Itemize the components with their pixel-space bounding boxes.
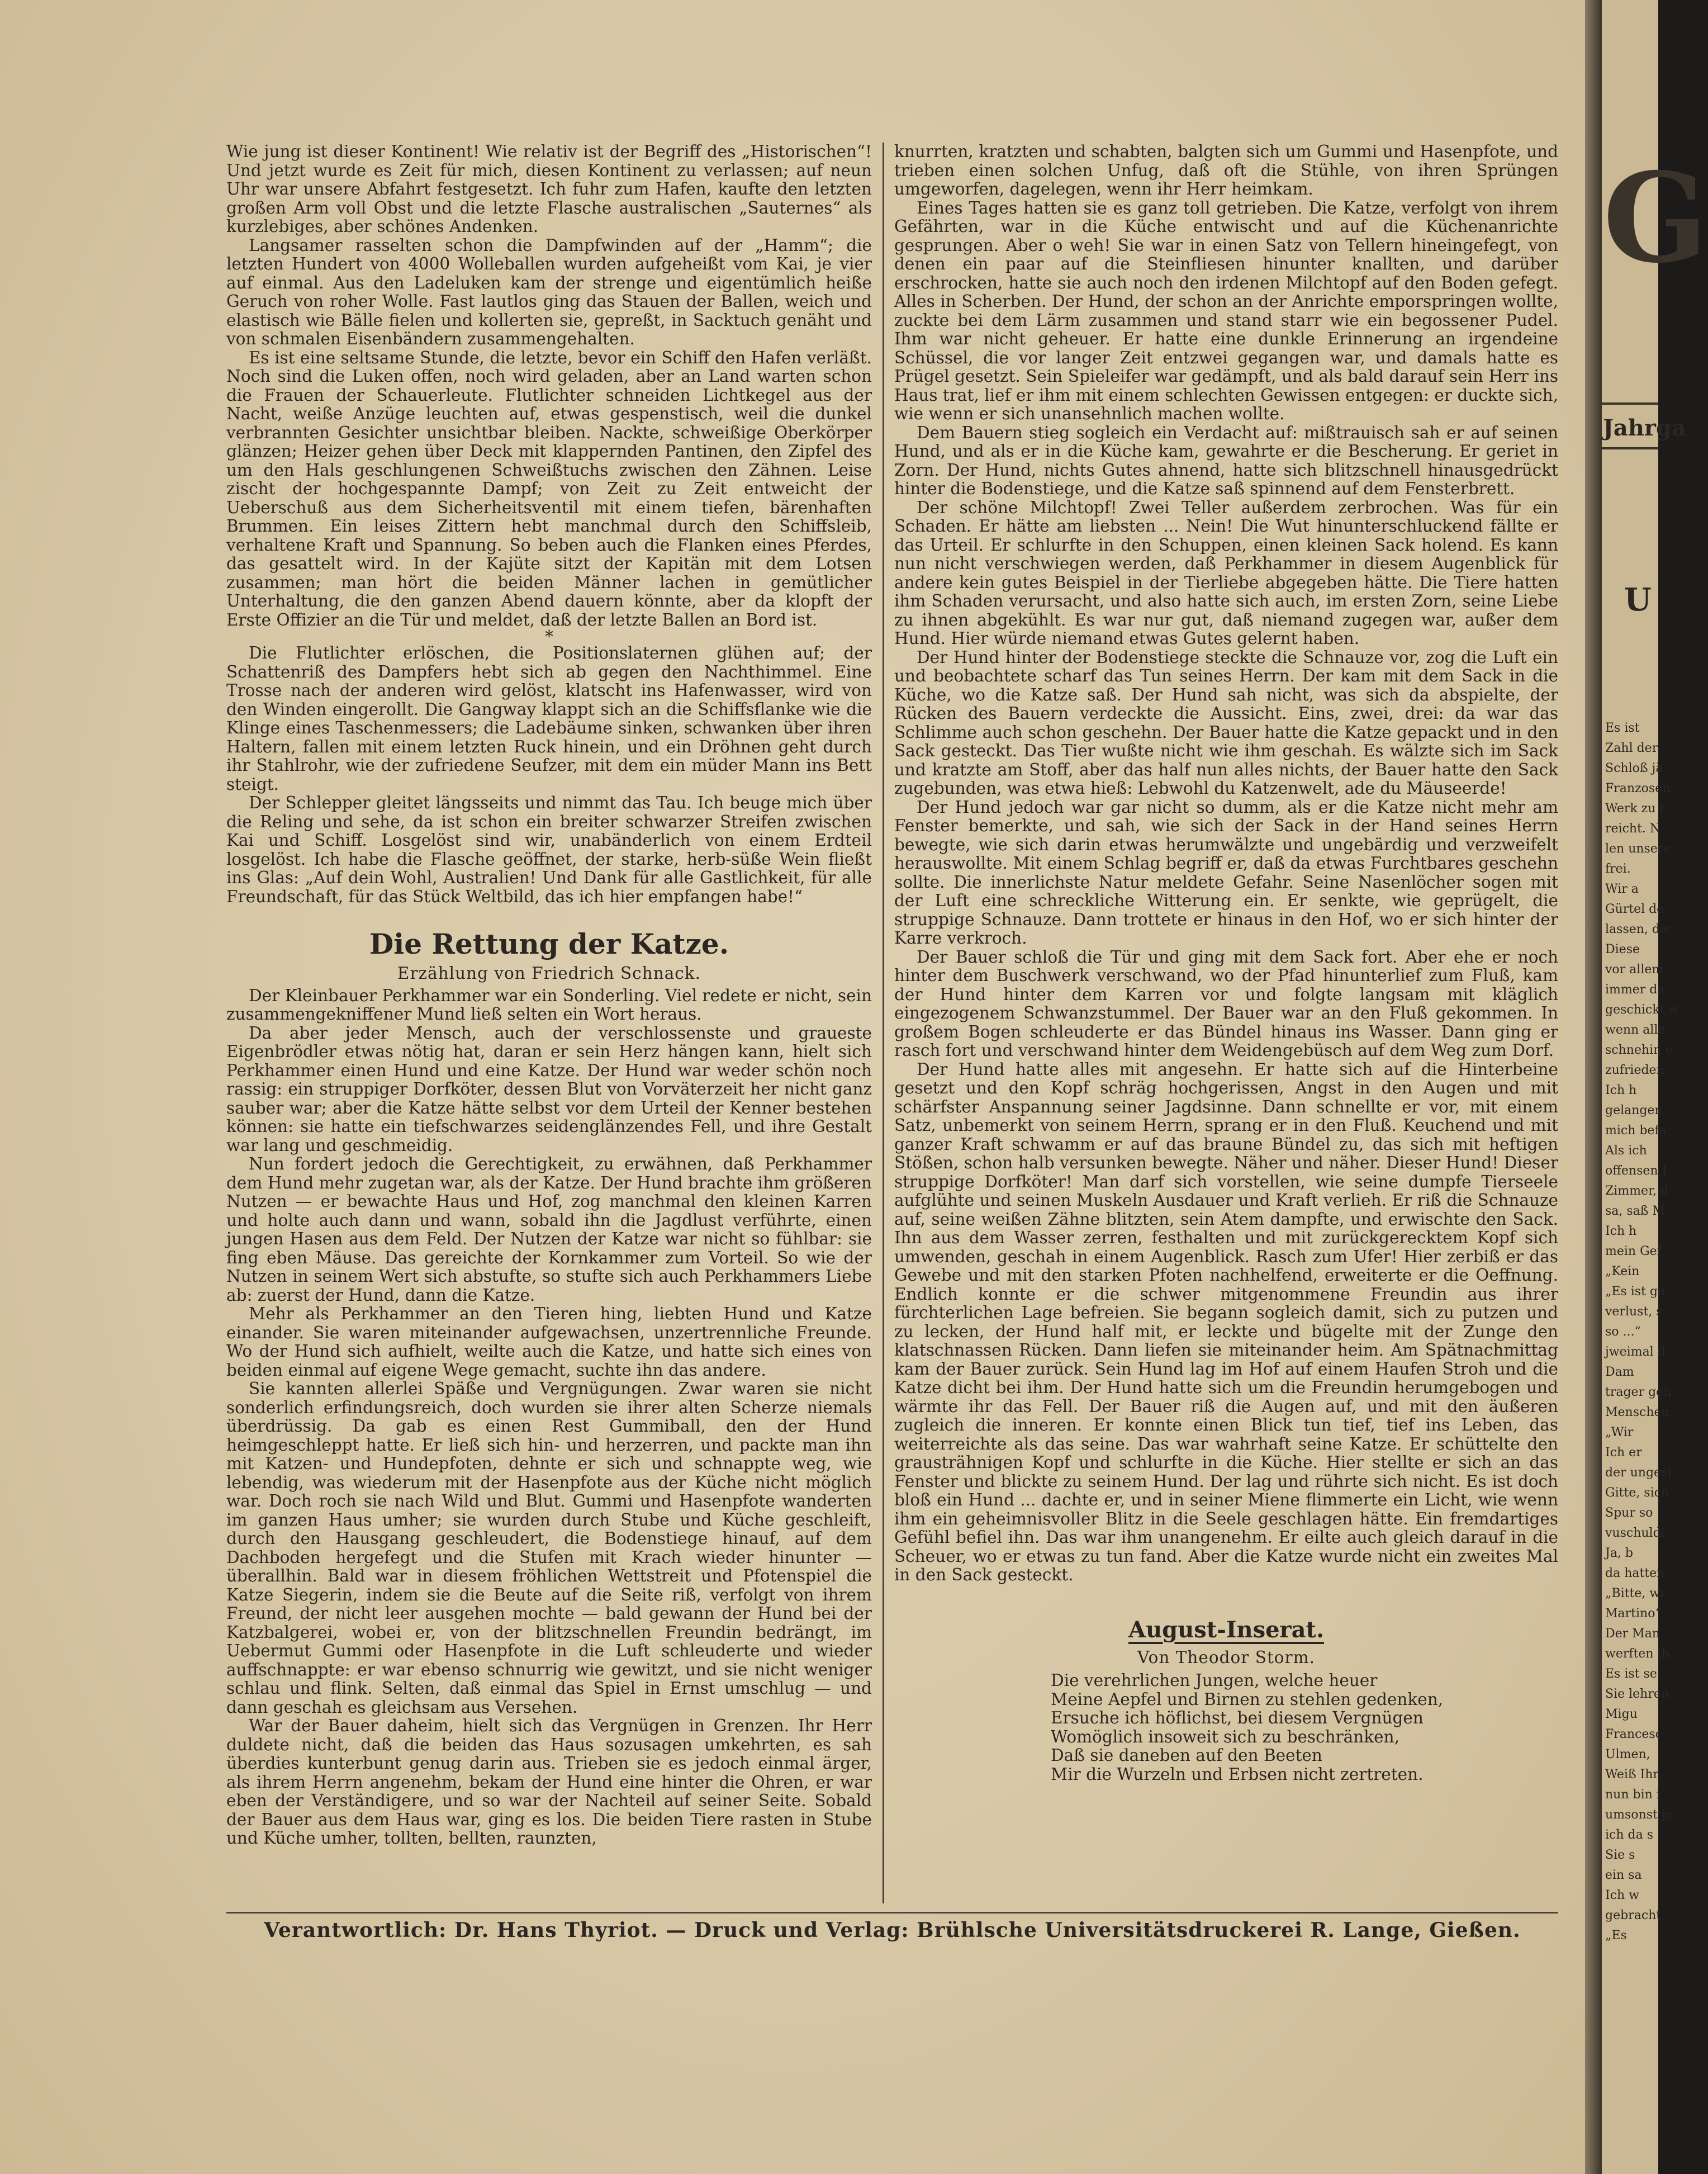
text-fragment: der ungesi (1605, 1466, 1672, 1480)
imprint-footer: Verantwortlich: Dr. Hans Thyriot. — Druck und Verlag: Brühlsche Universitätsdruckerei R. Lange, Gießen. (264, 1919, 1521, 1942)
text-fragment: Schloß jä (1605, 761, 1663, 775)
text-fragment: Gürtel de (1605, 902, 1664, 916)
masthead-letter: G (1603, 145, 1708, 290)
text-fragment: geschickt w (1605, 1003, 1679, 1017)
text-fragment: Ich h (1605, 1224, 1637, 1238)
story-paragraph: Der schöne Milchtopf! Zwei Teller außerdem zerbrochen. Was für ein Schaden. Er hätte am liebsten ... Nein! Die Wut hinunterschluckend fällte er das Urteil. Er schlurfte in den Schuppen, einen kleinen Sack holend. Es kann nun nicht verschwiegen werden, daß Perkhammer in diesem Augenblick für andere kein gutes Beispiel in der Tierliebe abgegeben hätte. Die Tiere hatten ihm Schaden verursacht, und also hatte sich auch, im ersten Zorn, seine Liebe zu ihnen abgekühlt. Es war nur gut, daß niemand zugegen war, außer dem Hund. Hier würde niemand etwas Gutes gelernt haben. (894, 498, 1558, 648)
text-fragment: schnehin e (1605, 1043, 1673, 1057)
text-fragment: lassen, die (1605, 922, 1672, 936)
story-paragraph: Der Hund hatte alles mit angesehn. Er hatte sich auf die Hinterbeine gesetzt und den Kopf schräg hochgerissen, Angst in den Augen und mit schärfster Anspannung seiner Jagdsinne. Dann schnellte er vor, mit einem Satz, unbemerkt von seinem Herrn, sprang er in den Fluß. Keuchend und mit ganzer Kraft schwamm er auf das braune Bündel zu, das sich mit heftigen Stößen, schon halb versunken bewegte. Näher und näher. Dieser Hund! Dieser struppige Dorfköter! Man darf sich vorstellen, wie seine dumpfe Tierseele aufglühte und seinen Muskeln Ausdauer und Kraft verlieh. Er riß die Schnauze auf, seine weißen Zähne blitzten, sein Atem dampfte, und erwischte den Sack. Ihn aus dem Wasser zerren, festhalten und mit zurückgerecktem Kopf sich umwenden, geschah in einem Augenblick. Rasch zum Ufer! Hier zerbiß er das Gewebe und mit den starken Pfoten nachhelfend, erweiterte er die Oeffnung. Endlich konnte er die schwer mitgenommene Freundin aus ihrer fürchterlichen Lage befreien. Sie begann sogleich damit, sich zu putzen und zu lecken, der Hund half mit, er leckte und bügelte mit der Zunge den klatschnassen Rücken. Dann liefen sie miteinander heim. Am Spätnachmittag kam der Bauer zurück. Sein Hund lag im Hof auf einem Haufen Stroh und die Katze dicht bei ihm. Der Hund hatte sich um die Freundin herumgebogen und wärmte ihr das Fell. Der Bauer riß die Augen auf, und mit den äußeren zugleich die inneren. Er konnte einen Blick tun tief, tief ins Leben, das weiterreichte als das seine. Das war wahrhaft seine Katze. Er schüttelte den grausträhnigen Kopf und schlurfte in die Küche. Hier stellte er sich an das Fenster und blickte zu seinem Hund. Der lag und rührte sich nicht. Es ist doch bloß ein Hund ... dachte er, und in seiner Miene flimmerte ein Licht, wie wenn ihm ein geheimnisvoller Blitz in die Seele geschlagen hätte. Ein fremdartiges Gefühl befiel ihn. Das war ihm unangenehm. Er eilte auch gleich darauf in die Scheuer, wo er etwas zu tun fand. Aber die Katze wurde nicht ein zweites Mal in den Sack gesteckt. (894, 1059, 1558, 1584)
text-fragment: Wir a (1605, 882, 1639, 896)
text-fragment: Spur so (1605, 1506, 1653, 1520)
story-paragraph: Nun fordert jedoch die Gerechtigkeit, zu erwähnen, daß Perkhammer dem Hund mehr zugetan war, als der Katze. Der Hund brachte ihm größeren Nutzen — er bewachte Haus und Hof, zog manchmal den kleinen Karren und holte auch dann und wann, sobald ihn die Jagdlust verführte, einen jungen Hasen aus dem Feld. Der Nutzen der Katze war nicht so fühlbar: sie fing eben Mäuse. Das gereichte der Kornkammer zum Vorteil. So wie der Nutzen in seinem Wert sich abstufte, so stufte sich auch Perkhammers Liebe ab: zuerst der Hund, dann die Katze. (226, 1154, 872, 1305)
article-paragraph: Wie jung ist dieser Kontinent! Wie relativ ist der Begriff des „Historischen“! Und jetzt wurde es Zeit für mich, diesen Kontinent zu verlassen; auf neun Uhr war unsere Abfahrt festgesetzt. Ich fuhr zum Hafen, kaufte den letzten großen Arm voll Obst und die letzte Flasche australischen „Sauternes“ als kurzlebiges, aber schönes Andenken. (226, 142, 872, 236)
text-fragment: Martino“ (1605, 1607, 1662, 1621)
text-fragment: „Bitte, wi (1605, 1586, 1664, 1600)
text-fragment: „Es (1605, 1929, 1627, 1943)
text-fragment: mein Gef (1605, 1244, 1662, 1258)
poem-line: Mir die Wurzeln und Erbsen nicht zertreten. (1051, 1764, 1424, 1784)
text-fragment: Zahl der (1605, 741, 1658, 755)
text-fragment: mich befa (1605, 1124, 1667, 1138)
text-fragment: trager geh (1605, 1385, 1672, 1399)
text-fragment: Ich er (1605, 1446, 1642, 1460)
text-fragment: ein sa (1605, 1868, 1642, 1882)
text-fragment: Ja, b (1605, 1546, 1634, 1560)
text-fragment: Es ist (1605, 721, 1640, 735)
story-paragraph: Der Kleinbauer Perkhammer war ein Sonderling. Viel redete er nicht, sein zusammengekniffener Mund ließ selten ein Wort heraus. (226, 986, 872, 1024)
text-fragment: len unsere (1605, 842, 1671, 856)
text-fragment: immer da (1605, 983, 1665, 997)
story-paragraph: Der Hund jedoch war gar nicht so dumm, als er die Katze nicht mehr am Fenster bemerkte, und sah, wie sich der Sack in der Hand seines Herrn bewegte, wie sich darin etwas herumwälzte und ungebärdig und verzweifelt herauswollte. Mit einem Schlag begriff er, daß da etwas Furchtbares geschehn sollte. Die innerlichste Natur meldete Gefahr. Seine Nasenlöcher sogen mit der Luft eine schreckliche Witterung ein. Er senkte, wie geprügelt, die struppige Schnauze. Dann trottete er hinaus in den Hof, wo er sich hinter der Karre verkroch. (894, 797, 1558, 948)
right-column (894, 143, 1558, 1784)
adjacent-page-edge (1602, 0, 1708, 2174)
article-paragraph: Langsamer rasselten schon die Dampfwinden auf der „Hamm“; die letzten Hundert von 4000 Wolleballen wurden aufgeheißt vom Kai, je vier auf einmal. Aus den Ladeluken kam der strenge und eigentümlich heiße Geruch von roher Wolle. Fast lautlos ging das Stauen der Ballen, weich und elastisch wie Bälle fielen und kollerten sie, gepreßt, in Sacktuch genäht und von schmalen Eisenbändern zusammengehalten. (226, 235, 872, 348)
text-fragment: Franzosen (1605, 781, 1671, 795)
article-paragraph: Der Schlepper gleitet längsseits und nimmt das Tau. Ich beuge mich über die Reling und sehe, da ist schon ein breiter schwarzer Streifen zwischen Kai und Schiff. Losgelöst sind wir, unabänderlich von einem Erdteil losgelöst. Ich habe die Flasche geöffnet, der starke, herb-süße Wein fließt ins Glas: „Auf dein Wohl, Australien! Und Dank für alle Gastlichkeit, für alle Freundschaft, für das Stück Weltbild, das ich hier empfangen habe!“ (226, 793, 872, 906)
text-fragment: Es ist se (1605, 1667, 1657, 1681)
text-fragment: werften ih (1605, 1647, 1669, 1661)
poem-line: Daß sie daneben auf den Beeten (1051, 1746, 1322, 1765)
text-fragment: da hatten (1605, 1566, 1665, 1580)
text-fragment: „Kein (1605, 1264, 1640, 1278)
text-fragment: nun bin i (1605, 1788, 1660, 1802)
drop-initial: U (1624, 581, 1652, 618)
story-paragraph: Mehr als Perkhammer an den Tieren hing, liebten Hund und Katze einander. Sie waren miteinander aufgewachsen, unzertrennliche Freunde. Wo der Hund sich aufhielt, weilte auch die Katze, und hatte sich eines von beiden einmal auf eigene Wege gemacht, suchte ihn das andere. (226, 1304, 872, 1380)
story-paragraph: Der Hund hinter der Bodenstiege steckte die Schnauze vor, zog die Luft ein und beobachtete scharf das Tun seines Herrn. Der kam mit dem Sack in die Küche, wo die Katze saß. Der Hund sah nicht, was sich da abspielte, der Rücken des Bauern verdeckte die Aussicht. Eins, zwei, drei: da war das Schlimme auch schon geschehn. Der Bauer hatte die Katze gepackt und in den Sack gesteckt. Das Tier wußte nicht wie ihm geschah. Es wälzte sich im Sack und kratzte am Stoff, aber das half nun alles nichts, der Bauer hatte den Sack zugebunden, was etwa hieß: Lebwohl du Katzenwelt, ade du Mäuseerde! (894, 647, 1558, 798)
poem-line: Ersuche ich höflichst, bei diesem Vergnügen (1051, 1708, 1424, 1727)
text-fragment: Menschen. (1605, 1405, 1673, 1419)
text-fragment: frei. (1605, 862, 1631, 876)
poem-author: Von Theodor Storm. (1137, 1647, 1316, 1667)
text-fragment: reicht. N (1605, 822, 1661, 836)
story-paragraph: Eines Tages hatten sie es ganz toll getrieben. Die Katze, verfolgt von ihrem Gefährten, war in die Küche entwischt und auf die Küchenanrichte gesprungen. Aber o weh! Sie war in einen Satz von Tellern hineingefegt, von denen ein paar auf die Steinfliesen hinunter knallten, und darüber erschrocken, hatte sie auch noch den irdenen Milchtopf auf den Boden gefegt. Alles in Scherben. Der Hund, der schon an der Anrichte emporspringen wollte, zuckte bei dem Lärm zusammen und stand starr wie ein begossener Pudel. Ihm war nicht geheuer. Er hatte eine dunkle Erinnerung an irgendeine Schüssel, die vor langer Zeit entzwei gegangen war, und damals hatte es Prügel gesetzt. Sein Spieleifer war gedämpft, und als bald darauf sein Herr ins Haus trat, lief er ihm mit einem schlechten Gewissen entgegen: er duckte sich, wie wenn er sich unansehnlich machen wollte. (894, 198, 1558, 423)
text-fragment: Francesc (1605, 1727, 1663, 1741)
text-fragment: vuschuldi (1605, 1526, 1665, 1540)
footer-rule (226, 1912, 1558, 1914)
text-fragment: Der Man (1605, 1627, 1660, 1641)
poem (1051, 1671, 1558, 1784)
text-fragment: „Wir (1605, 1425, 1634, 1439)
masthead-rule (1602, 402, 1658, 405)
poem-line: Womöglich insoweit sich zu beschränken, (1051, 1727, 1399, 1746)
article-paragraph: Die Flutlichter erlöschen, die Positionslaternen glühen auf; der Schattenriß des Dampfers hebt sich ab gegen den Nachthimmel. Eine Trosse nach der anderen wird gelöst, klatscht ins Hafenwasser, wird von den Winden eingerollt. Die Gangway klappt sich an die Schiffsflanke wie die Klinge eines Taschenmessers; die Ladebäume sinken, schwanken über ihren Haltern, fallen mit einem letzten Ruck hinein, und ein Dröhnen geht durch ihr Stahlrohr, wie der zufriedene Seufzer, mit dem ein müder Mann ins Bett steigt. (226, 643, 872, 794)
story-byline: Erzählung von Friedrich Schnack. (397, 964, 701, 983)
poem-line: Die verehrlichen Jungen, welche heuer (1051, 1671, 1378, 1690)
text-fragment: Gitte, sich (1605, 1486, 1669, 1500)
text-fragment: Werk zu r (1605, 802, 1666, 816)
text-fragment: gebracht (1605, 1908, 1662, 1922)
text-fragment: sa, saß M (1605, 1204, 1666, 1218)
poem-title: August-Inserat. (1128, 1616, 1324, 1643)
text-fragment: „Es ist ga (1605, 1285, 1666, 1299)
text-fragment: Zimmer, d (1605, 1184, 1669, 1198)
story-paragraph: Der Bauer schloß die Tür und ging mit dem Sack fort. Aber ehe er noch hinter dem Buschwerk verschwand, wo der Pfad hinunterlief zum Fluß, kam der Hund hinter dem Karren vor und folgte langsam mit kläglich eingezogenem Schwanzstummel. Der Bauer war an den Fluß gekommen. In großem Bogen schleuderte er das Bündel hinaus ins Wasser. Dann ging er rasch fort und verschwand hinter dem Weidengebüsch auf dem Weg zum Dorf. (894, 947, 1558, 1060)
text-fragment: verlust, s (1605, 1305, 1663, 1319)
story-paragraph: Dem Bauern stieg sogleich ein Verdacht auf: mißtrauisch sah er auf seinen Hund, und als er in die Küche kam, gewahrte er die Bescherung. Er geriet in Zorn. Der Hund, nichts Gutes ahnend, hatte sich blitzschnell hinausgedrückt hinter die Bodenstiege, und die Katze saß spinnend auf dem Fensterbrett. (894, 423, 1558, 498)
text-fragment: Sie s (1605, 1848, 1635, 1862)
text-fragment: Migu (1605, 1707, 1638, 1721)
text-fragment: Ich h (1605, 1083, 1637, 1097)
text-fragment: ich da s (1605, 1828, 1654, 1842)
article-paragraph: Es ist eine seltsame Stunde, die letzte, bevor ein Schiff den Hafen verläßt. Noch sind die Luken offen, noch wird geladen, aber an Land warten schon die Frauen der Schauerleute. Flutlichter schneiden Lichtkegel aus der Nacht, weiße Anzüge leuchten auf, etwas gespenstisch, weil die dunkel verbrannten Gesichter unsichtbar bleiben. Nackte, schweißige Oberkörper glänzen; Heizer gehen über Deck mit klappernden Pantinen, den Zipfel des um den Hals geschlungenen Schweißtuchs zwischen den Zähnen. Leise zischt der hochgespannte Dampf; von Zeit zu Zeit entweicht der Ueberschuß aus dem Sicherheitsventil mit einem tiefen, bärenhaften Brummen. Ein leises Zittern hebt manchmal durch den Schiffsleib, verhaltene Kraft und Spannung. So beben auch die Flanken eines Pferdes, das gesattelt wird. In der Kajüte sitzt der Kapitän mit dem Lotsen zusammen; man hört die beiden Männer lachen in gemütlicher Unterhaltung, die den ganzen Abend dauern könnte, aber da klopft der Erste Offizier an die Tür und meldet, daß der letzte Ballen an Bord ist. (226, 348, 872, 629)
masthead-rule (1602, 447, 1658, 449)
text-fragment: wenn alle (1605, 1023, 1666, 1037)
text-fragment: umsonst je (1605, 1808, 1673, 1822)
text-fragment: jweimal d (1605, 1345, 1666, 1359)
story-paragraph: knurrten, kratzten und schabten, balgten sich um Gummi und Hasenpfote, und trieben einen solchen Unfug, daß oft die Stühle, von ihren Sprüngen umgeworfen, dagelegen, wenn ihr Herr heimkam. (894, 142, 1558, 198)
text-fragment: Ulmen, (1605, 1747, 1650, 1761)
volume-label: Jahrga (1603, 415, 1686, 441)
text-fragment: Sie lehren (1605, 1687, 1669, 1701)
story-paragraph: War der Bauer daheim, hielt sich das Vergnügen in Grenzen. Ihr Herr duldete nicht, daß die beiden das Haus sozusagen umkehrten, es sah überdies kunterbunt genug darin aus. Trieben sie es jedoch einmal ärger, als ihrem Herrn angenehm, bekam der Hund eine hinter die Ohren, er war eben der Verständigere, und so war der Nachteil auf seiner Seite. Sobald der Bauer aus dem Haus war, ging es los. Die beiden Tiere rasten in Stube und Küche umher, tollten, bellten, raunzten, (226, 1716, 872, 1848)
left-column (226, 143, 872, 1848)
text-fragment: offensen I (1605, 1164, 1667, 1178)
text-fragment: Dam (1605, 1365, 1634, 1379)
text-fragment: zufrieden (1605, 1063, 1664, 1077)
section-separator: * (545, 627, 553, 646)
text-fragment: Diese (1605, 942, 1640, 956)
page-gutter (1585, 0, 1602, 2174)
story-paragraph: Sie kannten allerlei Späße und Vergnügungen. Zwar waren sie nicht sonderlich erfindungsreich, doch wurden sie ihrer alten Scherze niemals überdrüssig. Da gab es einen Rest Gummiball, den der Hund heimgeschleppt hatte. Er ließ sich hin- und herzerren, und packte man ihn mit Katzen- und Hundepfoten, dehnte er sich und schnappte weg, wie lebendig, was wiederum mit der Hasenpfote aus der Küche nicht möglich war. Doch roch sie nach Wild und Blut. Gummi und Hasenpfote wanderten im ganzen Haus umher; sie wurden durch Stube und Küche geschleift, durch den Hausgang geschleudert, die Bodenstiege hinauf, auf dem Dachboden hergefegt und die Stufen mit Krach wieder hinunter — überallhin. Bald war in diesem fröhlichen Wettstreit und Pfotenspiel die Katze Siegerin, indem sie die Beute auf die Seite riß, verfolgt von ihrem Freund, der nicht leer ausgehen mochte — bald gewann der Hund bei der Katzbalgerei, wobei er, von der blitzschnellen Freundin bedrängt, im Uebermut Gummi oder Hasenpfote in die Luft schleuderte und wieder auffschnappte: er war ebenso schnurrig wie gewitzt, und sie nicht weniger schlau und flink. Selten, daß einmal das Spiel in Ernst umschlug — und dann geschah es gleichsam aus Versehen. (226, 1379, 872, 1717)
story-title: Die Rettung der Katze. (369, 927, 729, 960)
text-fragment: Weiß Ihr (1605, 1768, 1659, 1782)
text-fragment: gelangen (1605, 1103, 1663, 1117)
poem-line: Meine Aepfel und Birnen zu stehlen gedenken, (1051, 1689, 1444, 1709)
column-divider (883, 143, 884, 1903)
text-fragment: Ich w (1605, 1888, 1640, 1902)
story-paragraph: Da aber jeder Mensch, auch der verschlossenste und graueste Eigenbrödler etwas nötig hat, daran er sein Herz hängen kann, hielt sich Perkhammer einen Hund und eine Katze. Der Hund war weder schön noch rassig: ein struppiger Dorfköter, dessen Blut von Vorväterzeit her nicht ganz sauber war; aber die Katze hätte selbst vor dem Urteil der Kenner bestehen können: sie hatte ein tiefschwarzes seidenglänzendes Fell, und ihre Gestalt war lang und geschmeidig. (226, 1023, 872, 1155)
text-fragment: so ...“ (1605, 1325, 1641, 1339)
text-fragment: Als ich (1605, 1144, 1647, 1158)
text-fragment: vor allem (1605, 963, 1664, 977)
